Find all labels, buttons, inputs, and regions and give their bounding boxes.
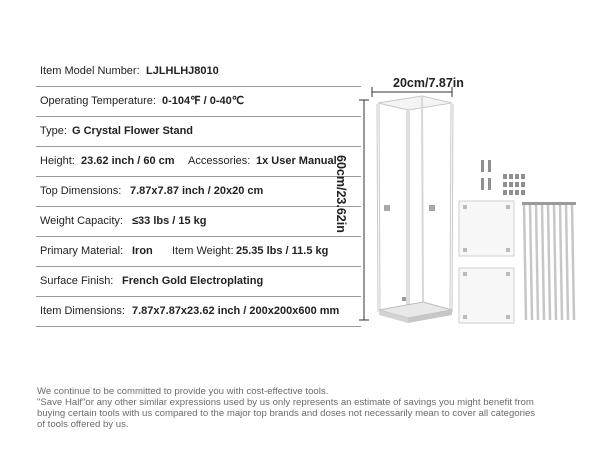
bolts-icon bbox=[481, 160, 525, 195]
disclaimer-line-2: "Save Half"or any other similar expressions used by us only represents an estimate of savings you might benefit from bbox=[37, 397, 534, 408]
disclaimer-line-1: We continue to be committed to provide you with cost-effective tools. bbox=[37, 386, 329, 397]
capacity-label: Weight Capacity: bbox=[40, 215, 123, 227]
material-label: Primary Material: bbox=[40, 245, 124, 257]
rod-caps-icon bbox=[522, 202, 576, 205]
top-dimension-label: 20cm/7.87in bbox=[393, 76, 464, 90]
top-dimensions-value: 7.87x7.87 inch / 20x20 cm bbox=[130, 185, 264, 197]
type-value: G Crystal Flower Stand bbox=[72, 125, 194, 137]
disclaimer bbox=[37, 386, 582, 430]
top-dimensions-label: Top Dimensions: bbox=[40, 185, 122, 197]
finish-label: Surface Finish: bbox=[40, 275, 114, 287]
support-rods-icon bbox=[524, 204, 574, 320]
model-value: LJLHLHJ8010 bbox=[146, 65, 219, 77]
side-dimension-label: 60cm/23.62in bbox=[334, 155, 348, 233]
item-dimensions-value: 7.87x7.87x23.62 inch / 200x200x600 mm bbox=[132, 305, 340, 317]
accessories-label: Accessories: bbox=[188, 155, 251, 167]
height-value: 23.62 inch / 60 cm bbox=[81, 155, 175, 167]
disclaimer-line-4: of tools offered by us. bbox=[37, 419, 129, 430]
item-dimensions-label: Item Dimensions: bbox=[40, 305, 125, 317]
item-weight-value: 25.35 lbs / 11.5 kg bbox=[236, 245, 329, 257]
acrylic-plates-icon bbox=[459, 201, 514, 323]
accessories-value: 1x User Manual bbox=[256, 155, 337, 167]
disclaimer-line-3: buying certain tools with us compared to the major top brands and doses not necessarily mean to cover all categories bbox=[37, 408, 536, 419]
item-weight-label: Item Weight: bbox=[172, 245, 234, 257]
temperature-label: Operating Temperature: bbox=[40, 95, 156, 107]
material-value: Iron bbox=[132, 245, 153, 257]
type-label: Type: bbox=[40, 125, 67, 137]
capacity-value: ≤33 lbs / 15 kg bbox=[132, 215, 207, 227]
flower-stand-icon bbox=[378, 96, 452, 323]
model-label: Item Model Number: bbox=[40, 65, 140, 77]
side-dimension-bracket bbox=[359, 100, 369, 320]
finish-value: French Gold Electroplating bbox=[122, 275, 264, 287]
height-label: Height: bbox=[40, 155, 75, 167]
temperature-value: 0-104℉ / 0-40℃ bbox=[162, 95, 245, 107]
